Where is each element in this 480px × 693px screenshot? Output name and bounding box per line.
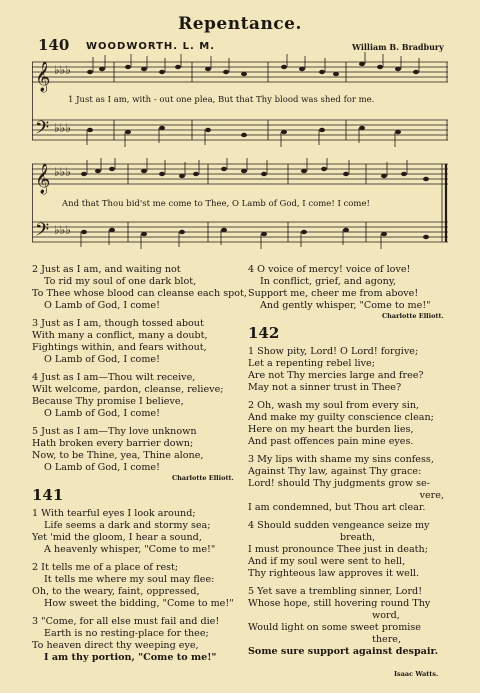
svg-text:𝄢: 𝄢 [35,118,50,143]
hymn-142-stanza-4: 4 Should sudden vengeance seize my breath, I must pronounce Thee just in death; And if my soul were sent to hell, Thy righteous law approves it well. [248,520,430,579]
svg-text:𝄢: 𝄢 [35,220,50,245]
svg-text:𝄞: 𝄞 [35,164,51,194]
hymn-141-stanza-3: 3 "Come, for all else must fail and die! Earth is no resting-place for thee; To heaven direct thy weeping eye, I am thy portion, "Come to me!" [32,616,220,663]
svg-text:♭♭♭: ♭♭♭ [54,63,71,77]
hymn-142-stanza-1: 1 Show pity, Lord! O Lord! forgive; Let a repenting rebel live; Are not Thy mercies large and free? May not a sinner trust in Thee? [248,346,424,393]
hymn-140-number: 140 [38,36,70,54]
svg-text:♭♭♭: ♭♭♭ [54,165,71,179]
composer-name: William B. Bradbury [352,42,444,52]
hymn-141-stanza-4: 4 O voice of mercy! voice of love! In conflict, grief, and agony, Support me, cheer me from above! And gently whisper, "Come to me!" [248,264,431,311]
hymn-140-stanza-3: 3 Just as I am, though tossed about With many a conflict, many a doubt, Fightings within, and fears without, O Lamb of God, I come! [32,318,208,365]
hymn-141-stanza-2: 2 It tells me of a place of rest; It tells me where my soul may flee: Oh, to the weary, faint, oppressed, How sweet the bidding, "Come to me!" [32,562,234,609]
hymn-142-stanza-5: 5 Yet save a trembling sinner, Lord! Whose hope, still hovering round Thy word, Would light on some sweet promise there, Some sure support against despair. [248,586,439,657]
hymn-140-stanza-5: 5 Just as I am—Thy love unknown Hath broken every barrier down; Now, to be Thine, yea, Thine alone, O Lamb of God, I come! [32,426,204,473]
music-score-system-1 [32,52,448,158]
lyric-line-1: 1 Just as I am, with - out one plea, But that Thy blood was shed for me. [68,95,375,105]
hymn-140-attribution: Charlotte Elliott. [172,474,234,482]
hymn-141-stanza-1: 1 With tearful eyes I look around; Life seems a dark and stormy sea; Yet 'mid the gloom, I hear a sound, A heavenly whisper, "Come to me!" [32,508,216,555]
svg-text:♭♭♭: ♭♭♭ [54,121,71,135]
tune-name: WOODWORTH. L. M. [86,41,215,52]
hymn-140-stanza-2: 2 Just as I am, and waiting not To rid my soul of one dark blot, To Thee whose blood can cleanse each spot, O Lamb of God, I come! [32,264,247,311]
hymn-141-number: 141 [32,486,64,504]
hymn-142-attribution: Isaac Watts. [394,670,439,678]
svg-text:𝄞: 𝄞 [35,62,51,92]
hymn-142-stanza-3: 3 My lips with shame my sins confess, Against Thy law, against Thy grace: Lord! should Thy judgments grow se- vere, I am condemned, but Thou art clear. [248,454,444,513]
page-title: Repentance. [178,14,302,34]
lyric-line-2: And that Thou bid'st me come to Thee, O Lamb of God, I come! I come! [62,199,370,209]
hymn-142-number: 142 [248,324,280,342]
svg-text:♭♭♭: ♭♭♭ [54,223,71,237]
hymn-141-attribution: Charlotte Elliott. [382,312,444,320]
hymn-142-stanza-2: 2 Oh, wash my soul from every sin, And make my guilty conscience clean; Here on my heart the burden lies, And past offences pain mine eyes. [248,400,434,447]
hymn-140-stanza-4: 4 Just as I am—Thou wilt receive, Wilt welcome, pardon, cleanse, relieve; Because Thy promise I believe, O Lamb of God, I come! [32,372,224,419]
